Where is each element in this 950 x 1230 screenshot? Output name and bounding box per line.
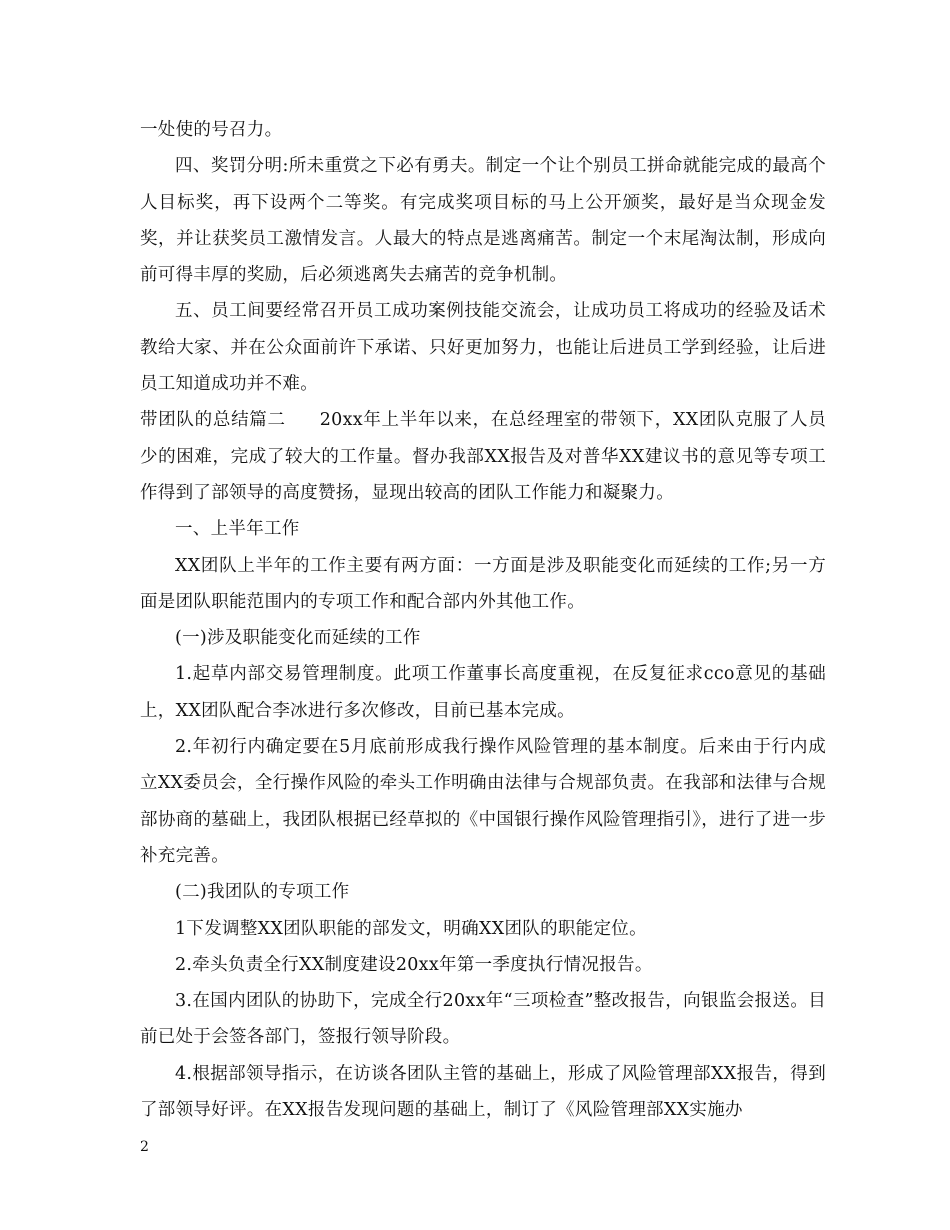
heading-first-half-work: 一、上半年工作 — [175, 519, 300, 540]
paragraph-reward-punishment: 四、奖罚分明:所未重赏之下必有勇夫。制定一个让个别员工拼命就能完成的最高个人目标奖，再下设两个二等奖。有完成奖项目标的马上公开颁奖，最好是当众现金发奖，并让获奖员工激情发言。人最大的特点是逃离痛苦。制定一个末尾淘汰制，形成向前可得丰厚的奖励，后必须逃离失去痛苦的竞争机制。 — [140, 156, 826, 286]
page-number: 2 — [140, 1139, 149, 1155]
section-title-part-two: 带团队的总结篇二 — [140, 410, 286, 431]
list-item-2: 2.年初行内确定要在5月底前形成我行操作风险管理的基本制度。后来由于行内成立XX委员会，全行操作风险的牵头工作明确由法律与合规部负责。在我部和法律与合规部协商的墓础上，我团队根据已经草拟的《中国银行操作风险管理指引》，进行了进一步补充完善。 — [140, 737, 826, 866]
paragraph-part-two — [140, 402, 826, 511]
paragraph-experience-exchange: 五、员工间要经常召开员工成功案例技能交流会，让成功员工将成功的经验及话术教给大家、并在公众面前许下承诺、只好更加努力，也能让后进员工学到经验，让后进员工知道成功并不难。 — [140, 301, 826, 395]
special-item-2: 2.牵头负责全行XX制度建设20xx年第一季度执行情况报告。 — [175, 954, 653, 975]
paragraph-continuation: 一处使的号召力。 — [140, 120, 283, 140]
subheading-continued-work: (一)涉及职能变化而延续的工作 — [175, 628, 421, 649]
special-item-4: 4.根据部领导指示，在访谈各团队主管的基础上，形成了风险管理部XX报告，得到了部领导好评。在XX报告发现问题的基础上，制订了《风险管理部XX实施办 — [140, 1063, 826, 1121]
special-item-3: 3.在国内团队的协助下，完成全行20xx年“三项检查”整改报告，向银监会报送。目前已处于会签各部门，签报行领导阶段。 — [140, 991, 826, 1048]
subheading-special-work: (二)我团队的专项工作 — [175, 882, 350, 903]
part-two-intro: 20xx年上半年以来，在总经理室的带领下，XX团队克服了人员少的困难，完成了较大的工作量。督办我部XX报告及对普华XX建议书的意见等专项工作得到了部领导的高度赞扬，显现出较高的团队工作能力和凝聚力。 — [140, 410, 826, 503]
document-body — [140, 112, 826, 1128]
paragraph-work-overview: XX团队上半年的工作主要有两方面：一方面是涉及职能变化而延续的工作;另一方面是团队职能范围内的专项工作和配合部内外其他工作。 — [140, 555, 826, 612]
list-item-1: 1.起草内部交易管理制度。此项工作董事长高度重视，在反复征求cco意见的基础上，XX团队配合李冰进行多次修改，目前已基本完成。 — [140, 664, 826, 721]
special-item-1: 1下发调整XX团队职能的部发文，明确XX团队的职能定位。 — [175, 918, 647, 939]
